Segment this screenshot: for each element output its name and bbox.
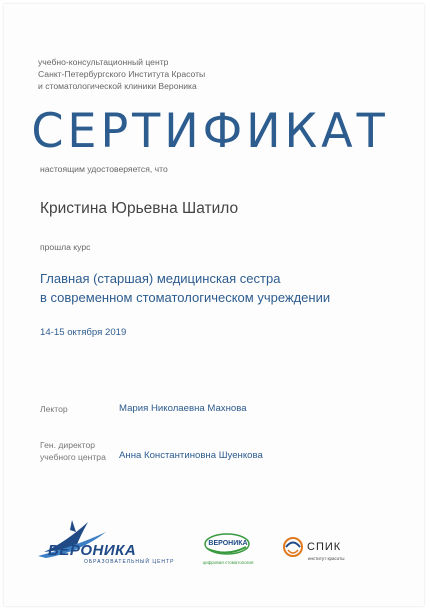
- veronica-center-logo-subtitle: ОБРАЗОВАТЕЛЬНЫЙ ЦЕНТР: [84, 559, 175, 565]
- issuer-line-1: учебно-консультационный центр: [38, 57, 169, 67]
- director-name: Анна Константиновна Шуенкова: [119, 450, 263, 461]
- issuer-header: [38, 56, 205, 92]
- course-dates: 14-15 октября 2019: [40, 327, 127, 338]
- veronica-center-logo-name: ВЕРОНИКА: [48, 542, 137, 559]
- spik-logo-subtitle: институт красоты: [308, 556, 345, 561]
- director-label-line-2: учебного центра: [40, 452, 106, 462]
- spik-logo-name: СПИК: [307, 541, 342, 553]
- veronica-dental-logo-name: ВЕРОНИКА: [208, 540, 248, 547]
- director-label-line-1: Ген. директор: [40, 440, 96, 450]
- course-title: [40, 269, 330, 307]
- swirl-icon: [282, 536, 304, 558]
- issuer-line-3: и стоматологической клиники Вероника: [38, 81, 197, 91]
- lector-name: Мария Николаевна Махнова: [119, 403, 247, 414]
- issuer-line-2: Санкт-Петербургского Института Красоты: [38, 69, 206, 79]
- lector-label: Лектор: [40, 404, 68, 414]
- passed-course-text: прошла курс: [40, 242, 91, 252]
- course-title-line-2: в современном стоматологическом учреждении: [40, 290, 331, 305]
- certificate-title: СЕРТИФИКАТ: [31, 104, 389, 159]
- director-label: [40, 439, 106, 463]
- course-title-line-1: Главная (старшая) медицинская сестра: [40, 271, 281, 286]
- veronica-dental-logo-subtitle: цифровая стоматология: [202, 560, 254, 565]
- recipient-name: Кристина Юрьевна Шатило: [40, 200, 239, 217]
- certify-text: настоящим удостоверяется, что: [40, 164, 168, 174]
